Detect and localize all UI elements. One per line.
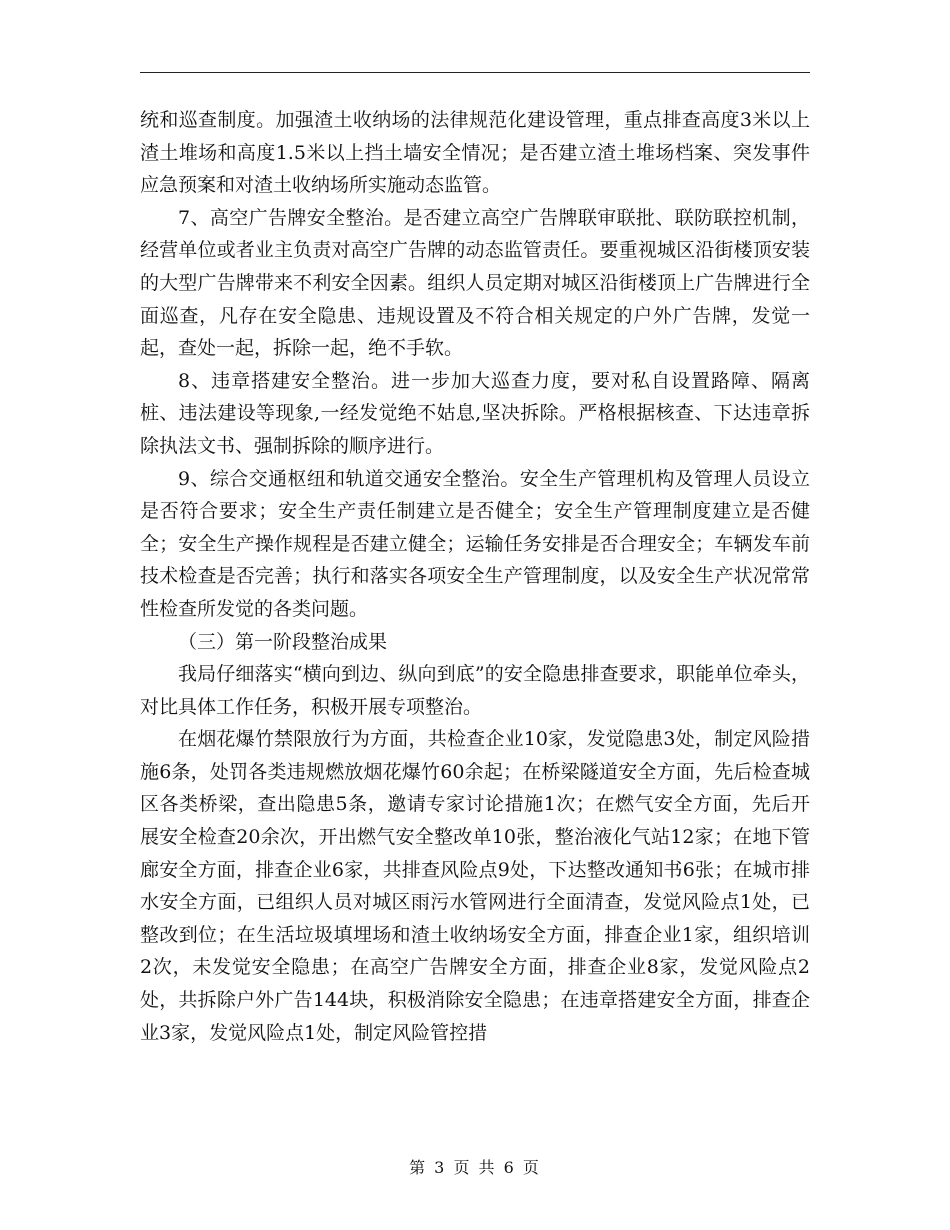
section-heading: （三）第一阶段整治成果 xyxy=(178,630,388,653)
document-body xyxy=(140,104,810,1049)
paragraph-illegal-construction: 8、违章搭建安全整治。进一步加大巡查力度，要对私自设置路障、隔离桩、违法建设等现象,一经发觉绝不姑息,坚决拆除。严格根据核查、下达违章拆除执法文书、强制拆除的顺序进行。 xyxy=(140,369,810,457)
paragraph-intro-results: 我局仔细落实“横向到边、纵向到底”的安全隐患排查要求，职能单位牵头，对比具体工作任务，积极开展专项整治。 xyxy=(140,663,810,718)
paragraph-continuation: 统和巡查制度。加强渣土收纳场的法律规范化建设管理，重点排查高度3米以上渣土堆场和高度1.5米以上挡土墙安全情况；是否建立渣土堆场档案、突发事件应急预案和对渣土收纳场所实施动态监管。 xyxy=(140,109,810,197)
paragraph-billboard-safety: 7、高空广告牌安全整治。是否建立高空广告牌联审联批、联防联控机制，经营单位或者业主负责对高空广告牌的动态监管责任。要重视城区沿街楼顶安装的大型广告牌带来不利安全因素。组织人员定期对城区沿街楼顶上广告牌进行全面巡查，凡存在安全隐患、违规设置及不符合相关规定的户外广告牌，发觉一起，查处一起，拆除一起，绝不手软。 xyxy=(140,206,810,360)
header-rule xyxy=(140,72,810,73)
page-number-footer: 第 3 页 共 6 页 xyxy=(409,1158,541,1177)
paragraph-transport-hub: 9、综合交通枢纽和轨道交通安全整治。安全生产管理机构及管理人员设立是否符合要求；安全生产责任制建立是否健全；安全生产管理制度建立是否健全；安全生产操作规程是否建立健全；运输任务安排是否合理安全；车辆发车前技术检查是否完善；执行和落实各项安全生产管理制度，以及安全生产状况常常性检查所发觉的各类问题。 xyxy=(140,467,810,620)
paragraph-results-detail: 在烟花爆竹禁限放行为方面，共检查企业10家，发觉隐患3处，制定风险措施6条，处罚各类违规燃放烟花爆竹60余起；在桥梁隧道安全方面，先后检查城区各类桥梁，查出隐患5条，邀请专家讨论措施1次；在燃气安全方面，先后开展安全检查20余次，开出燃气安全整改单10张，整治液化气站12家；在地下管廊安全方面，排查企业6家，共排查风险点9处，下达整改通知书6张；在城市排水安全方面，已组织人员对城区雨污水管网进行全面清查，发觉风险点1处，已整改到位；在生活垃圾填埋场和渣土收纳场安全方面，排查企业1家，组织培训2次，未发觉安全隐患；在高空广告牌安全方面，排查企业8家，发觉风险点2处，共拆除户外广告144块，积极消除安全隐患；在违章搭建安全方面，排查企业3家，发觉风险点1处，制定风险管控措 xyxy=(140,728,810,1044)
